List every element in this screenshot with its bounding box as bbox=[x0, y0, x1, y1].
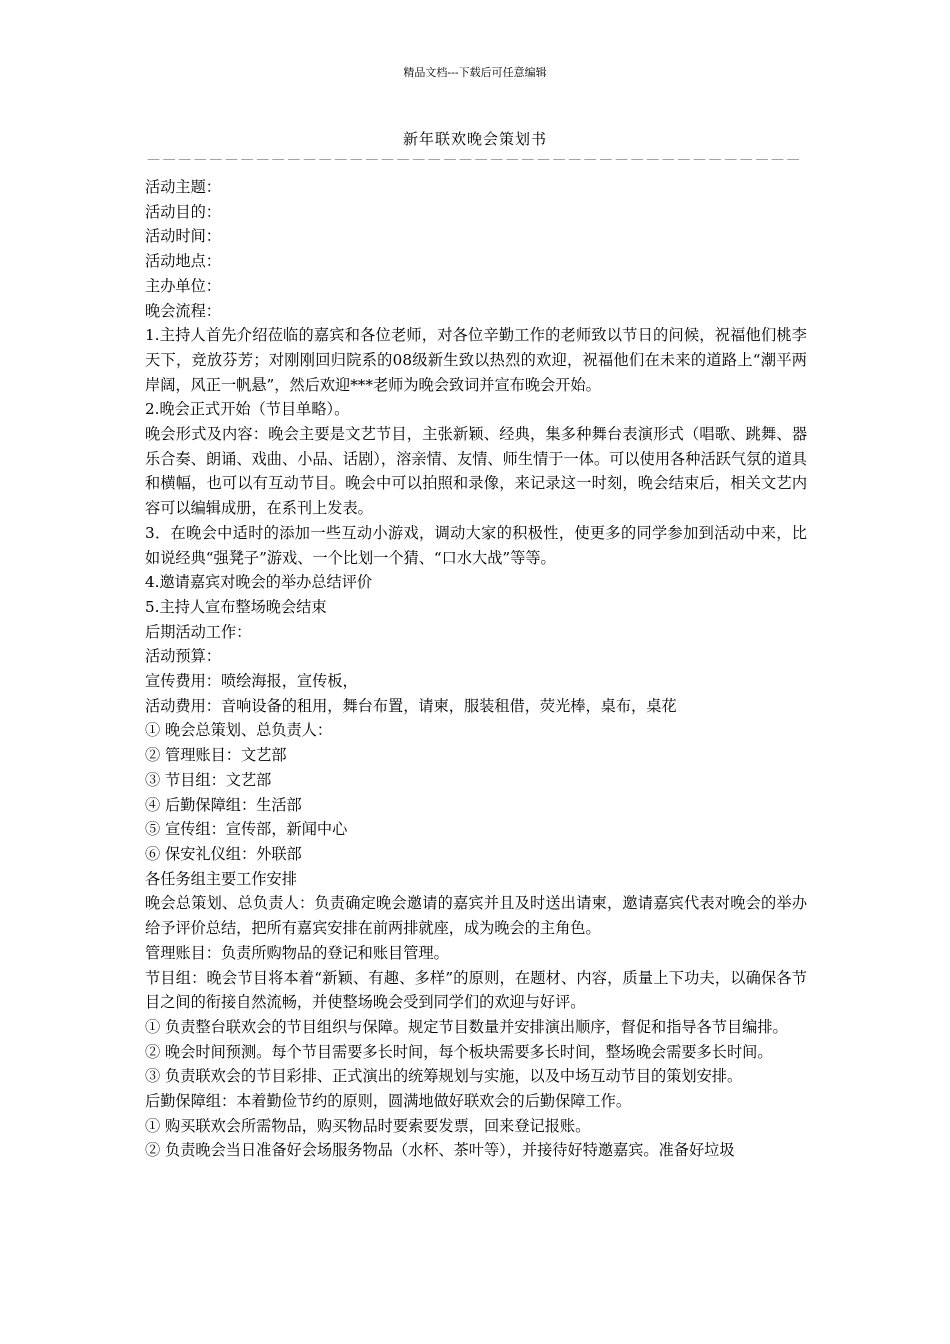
list-item-role-3: ③ 节目组：文艺部 bbox=[145, 770, 272, 789]
list-item-program-2: ② 晚会时间预测。每个节目需要多长时间，每个板块需要多长时间，整场晚会需要多长时间。 bbox=[145, 1042, 773, 1061]
paragraph-budget: 活动预算： bbox=[145, 647, 221, 666]
list-item-role-4: ④ 后勤保障组：生活部 bbox=[145, 795, 302, 814]
paragraph-activity-theme: 活动主题： bbox=[145, 178, 221, 196]
list-item-program-1: ① 负责整台联欢会的节目组织与保障。规定节目数量并安排演出顺序，督促和指导各节目编排。 bbox=[145, 1017, 788, 1036]
paragraph-activity-location: 活动地点： bbox=[145, 252, 221, 271]
paragraph-follow-up: 后期活动工作： bbox=[145, 622, 252, 641]
paragraph-step-3: 3．在晚会中适时的添加一些互动小游戏，调动大家的积极性，使更多的同学参加到活动中来，比如说经典“强凳子”游戏、一个比划一个猜、“口水大战”等等。 bbox=[145, 523, 807, 567]
paragraph-step-1: 1.主持人首先介绍莅临的嘉宾和各位老师，对各位辛勤工作的老师致以节日的问候，祝福他们桃李天下，竞放芬芳；对刚刚回归院系的08级新生致以热烈的欢迎，祝福他们在未来的道路上“潮平两岸阔，风正一帆悬”，然后欢迎***老师为晚会致词并宣布晚会开始。 bbox=[145, 326, 807, 394]
list-item-logistics-1: ① 购买联欢会所需物品，购买物品时要索要发票，回来登记报账。 bbox=[145, 1116, 591, 1135]
paragraph-step-4: 4.邀请嘉宾对晚会的举办总结评价 bbox=[145, 573, 373, 592]
paragraph-accounts: 管理账目：负责所购物品的登记和账目管理。 bbox=[145, 943, 449, 962]
paragraph-chief-planner: 晚会总策划、总负责人：负责确定晚会邀请的嘉宾并且及时送出请柬，邀请嘉宾代表对晚会的举办给予评价总结，把所有嘉宾安排在前两排就座，成为晚会的主角色。 bbox=[145, 894, 807, 938]
paragraph-program-flow: 晚会流程： bbox=[145, 301, 221, 320]
title-divider: —————————————————————————————————————————— bbox=[147, 152, 802, 164]
paragraph-logistics-group: 后勤保障组：本着勤俭节约的原则，圆满地做好联欢会的后勤保障工作。 bbox=[145, 1092, 631, 1111]
paragraph-organizer: 主办单位： bbox=[145, 276, 221, 295]
paragraph-task-heading: 各任务组主要工作安排 bbox=[145, 869, 297, 888]
paragraph-program-group: 节目组：晚会节目将本着“新颖、有趣、多样”的原则，在题材、内容，质量上下功夫，以确保各节目之间的衔接自然流畅，并使整场晚会受到同学们的欢迎与好评。 bbox=[145, 968, 807, 1012]
paragraph-activity-time: 活动时间： bbox=[145, 227, 221, 246]
list-item-role-2: ② 管理账目：文艺部 bbox=[145, 746, 287, 765]
list-item-program-3: ③ 负责联欢会的节目彩排、正式演出的统筹规划与实施，以及中场互动节目的策划安排。 bbox=[145, 1067, 743, 1086]
paragraph-form-content: 晚会形式及内容：晚会主要是文艺节目，主张新颖、经典，集多种舞台表演形式（唱歌、跳舞、器乐合奏、朗诵、戏曲、小品、话剧），溶亲情、友情、师生情于一体。可以使用各种活跃气氛的道具和横幅，也可以有互动节目。晚会中可以拍照和录像，来记录这一时刻，晚会结束后，相关文艺内容可以编辑成册，在系刊上发表。 bbox=[145, 425, 807, 518]
document-title: 新年联欢晚会策划书 bbox=[402, 130, 547, 148]
list-item-role-1: ① 晚会总策划、总负责人： bbox=[145, 721, 333, 740]
paragraph-activity-purpose: 活动目的： bbox=[145, 202, 221, 221]
list-item-role-5: ⑤ 宣传组：宣传部，新闻中心 bbox=[145, 820, 348, 839]
paragraph-step-2: 2.晚会正式开始（节目单略）。 bbox=[145, 400, 350, 419]
list-item-logistics-2: ② 负责晚会当日准备好会场服务物品（水杯、茶叶等），并接待好特邀嘉宾。准备好垃圾 bbox=[145, 1141, 735, 1160]
paragraph-step-5: 5.主持人宣布整场晚会结束 bbox=[145, 597, 327, 616]
list-item-role-6: ⑥ 保安礼仪组：外联部 bbox=[145, 844, 302, 863]
document-body bbox=[145, 175, 807, 1163]
page-header: 精品文档---下载后可任意编辑 bbox=[403, 66, 547, 79]
paragraph-activity-cost: 活动费用：音响设备的租用，舞台布置，请柬，服装租借，荧光棒，桌布，桌花 bbox=[145, 696, 677, 715]
paragraph-publicity-cost: 宣传费用：喷绘海报，宣传板， bbox=[145, 672, 358, 691]
